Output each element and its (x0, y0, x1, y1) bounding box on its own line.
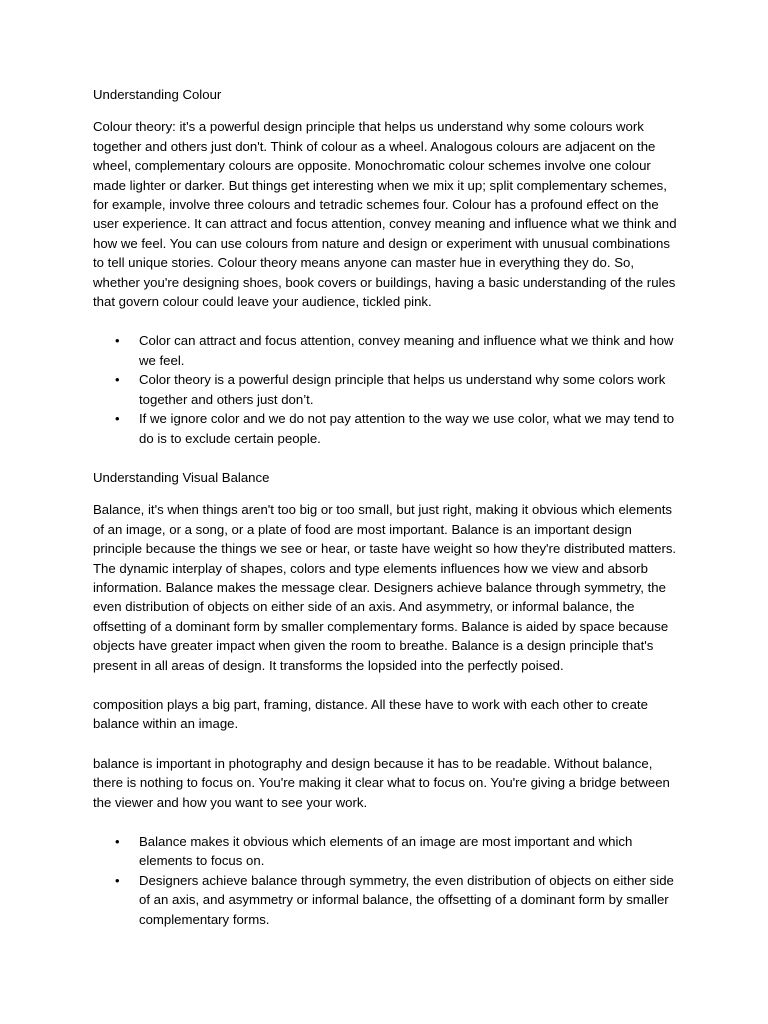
bullet-item: • Color theory is a powerful design principle that helps us understand why some colors work together and others just don’t. (93, 370, 683, 409)
bullet-list (93, 832, 683, 929)
bullet-item: • Balance makes it obvious which elements of an image are most important and which elements to focus on. (93, 832, 683, 871)
bullet-item: • Designers achieve balance through symmetry, the even distribution of objects on either side of an axis, and asymmetry or informal balance, the offsetting of a dominant form by smaller complementary forms. (93, 871, 683, 929)
section-understanding-visual-balance (93, 468, 683, 929)
bullet-item: • Color can attract and focus attention, convey meaning and influence what we think and how we feel. (93, 331, 683, 370)
body-paragraph: Colour theory: it's a powerful design principle that helps us understand why some colours work together and others just don't. Think of colour as a wheel. Analogous colours are adjacent on the wheel, complementary colours are opposite. Monochromatic colour schemes involve one colour made lighter or darker. But things get interesting when we mix it up; split complementary schemes, for example, involve three colours and tetradic schemes four. Colour has a profound effect on the user experience. It can attract and focus attention, convey meaning and influence what we think and how we feel. You can use colours from nature and design or experiment with unusual combinations to tell unique stories. Colour theory means anyone can master hue in everything they do. So, whether you're designing shoes, book covers or buildings, having a basic understanding of the rules that govern colour could leave your audience, tickled pink. (93, 119, 677, 310)
body-paragraph: composition plays a big part, framing, distance. All these have to work with each other to create balance within an image. (93, 696, 648, 732)
body-paragraph: Balance, it's when things aren't too big or too small, but just right, making it obvious which elements of an image, or a song, or a plate of food are most important. Balance is an important design principle because the things we see or hear, or taste have weight so how they're distributed matters. The dynamic interplay of shapes, colors and type elements influences how we view and absorb information. Balance makes the message clear. Designers achieve balance through symmetry, the even distribution of objects on either side of an axis. And asymmetry, or informal balance, the offsetting of a dominant form by smaller complementary forms. Balance is aided by space because objects have greater impact when given the room to breathe. Balance is a design principle that's present in all areas of design. It transforms the lopsided into the perfectly poised. (93, 502, 677, 673)
bullet-item: • If we ignore color and we do not pay attention to the way we use color, what we may tend to do is to exclude certain people. (93, 409, 683, 448)
section-heading: Understanding Visual Balance (93, 469, 270, 485)
document-page (93, 85, 683, 949)
bullet-list (93, 331, 683, 447)
body-paragraph: balance is important in photography and design because it has to be readable. Without balance, there is nothing to focus on. You're making it clear what to focus on. You're giving a bridge between the viewer and how you want to see your work. (93, 755, 670, 810)
section-understanding-colour (93, 85, 683, 448)
section-heading: Understanding Colour (93, 87, 222, 102)
